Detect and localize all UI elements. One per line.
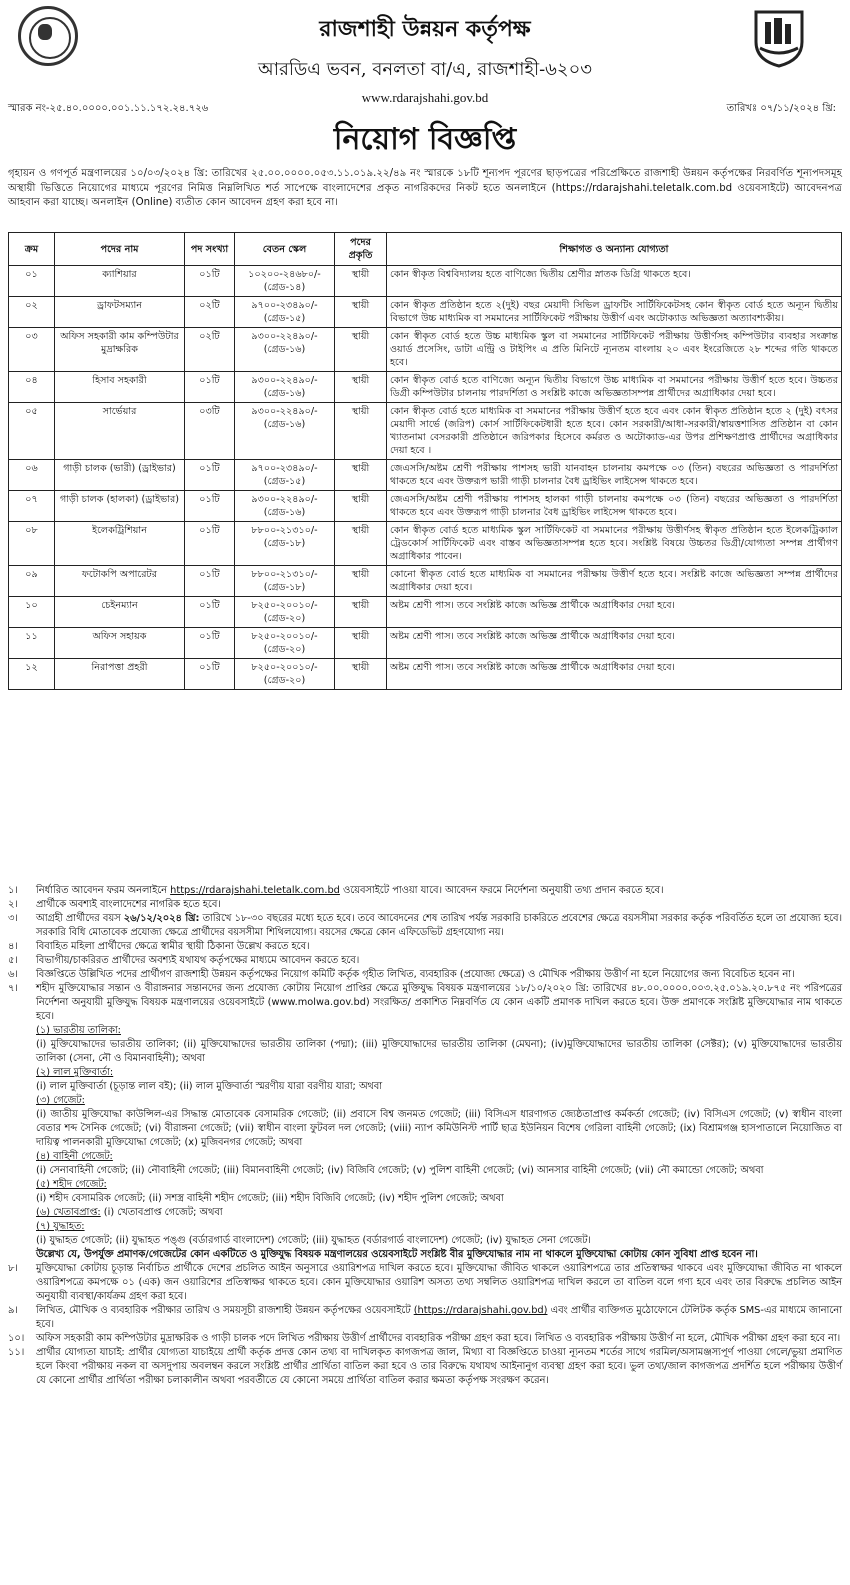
- cell-count: ০১টি: [185, 566, 235, 597]
- section-heading: (১) ভারতীয় তালিকা:: [36, 1025, 121, 1036]
- scale-value: ১০২০০-২৪৬৮০/-: [248, 269, 321, 280]
- conditions-list: [8, 884, 842, 1388]
- condition-text-part: আগ্রহী প্রার্থীদের বয়স: [36, 913, 124, 924]
- cell-nature: স্থায়ী: [335, 628, 387, 659]
- vacancy-table: [8, 232, 842, 690]
- cell-count: ০২টি: [185, 297, 235, 328]
- cell-count: ০১টি: [185, 659, 235, 690]
- quota-section-titled: [36, 1206, 842, 1220]
- cell-post: হিসাব সহকারী: [55, 372, 185, 403]
- cell-count: ০১টি: [185, 491, 235, 522]
- cell-scale: [235, 297, 335, 328]
- cell-scale: [235, 566, 335, 597]
- scale-value: ৮৮০০-২১৩১০/-: [251, 525, 318, 536]
- scale-grade: (গ্রেড-১৬): [263, 388, 306, 399]
- condition-text-part: লিখিত, মৌখিক ও ব্যবহারিক পরীক্ষার তারিখ ও সময়সূচী রাজশাহী উন্নয়ন কর্তৃপক্ষের ওয়েবসাইটে: [36, 1305, 414, 1316]
- table-row: [9, 491, 842, 522]
- cell-post: চেইনম্যান: [55, 597, 185, 628]
- cell-serial: ০৮: [9, 522, 55, 566]
- section-heading: (৪) বাহিনী গেজেট:: [36, 1151, 113, 1162]
- cell-count: ০১টি: [185, 266, 235, 297]
- condition-item: [8, 1304, 842, 1332]
- section-text: (i) শহীদ বেসামরিক গেজেট; (ii) সশস্ত্র বাহিনী শহীদ গেজেট; (iii) শহীদ বিজিবি গেজেট; (iv) শহীদ পুলিশ গেজেট; অথবা: [36, 1193, 504, 1204]
- scale-value: ৮২৫০-২০০১০/-: [251, 631, 318, 642]
- cell-qualification: কোনো স্বীকৃত বোর্ড হতে মাধ্যমিক বা সমমানের পরীক্ষায় উত্তীর্ণ হতে হবে। সংশ্লিষ্ট কাজে অভিজ্ঞতা সম্পন্ন প্রার্থীদের অগ্রাধিকার দেয়া হবে।: [387, 566, 842, 597]
- scale-value: ৮২৫০-২০০১০/-: [251, 662, 318, 673]
- scale-value: ৯৩০০-২২৪৯০/-: [251, 406, 318, 417]
- condition-text-part: তারিখে ১৮-৩০ বছরের মধ্যে হতে হবে। তবে আবেদনের শেষ তারিখ পর্যন্ত সরকারি চাকরিতে প্রবেশের ক্ষেত্রে বয়সসীমা সরকার কর্তৃক পরিবর্তিত হলে তা প্রযোজ্য হবে। সরকারি বিধি মোতাবেক প্রযোজ্য ক্ষেত্রে প্রার্থীদের বয়সসীমা শিথিলযোগ্য। বয়সের ক্ষেত্রে কোন এফিডেভিট গ্রহণযোগ্য নয়।: [36, 913, 842, 938]
- condition-number: ১।: [8, 885, 18, 896]
- condition-item: [8, 940, 842, 954]
- cell-post: ড্রাফটসম্যান: [55, 297, 185, 328]
- scale-grade: (গ্রেড-১৮): [263, 538, 306, 549]
- condition-item: [8, 982, 842, 1262]
- condition-item: [8, 968, 842, 982]
- scale-value: ৮২৫০-২০০১০/-: [251, 600, 318, 611]
- cell-scale: [235, 328, 335, 372]
- cell-serial: ১২: [9, 659, 55, 690]
- section-text: (i) লাল মুক্তিবার্তা (চূড়ান্ত লাল বই); (ii) লাল মুক্তিবার্তা স্মরণীয় যারা বরণীয় যারা; অথবা: [36, 1081, 383, 1092]
- cell-qualification: অষ্টম শ্রেণী পাস। তবে সংশ্লিষ্ট কাজে অভিজ্ঞ প্রার্থীকে অগ্রাধিকার দেয়া হবে।: [387, 628, 842, 659]
- scale-value: ৯৭০০-২৩৪৯০/-: [251, 300, 318, 311]
- condition-number: ২।: [8, 899, 18, 910]
- condition-text-part: এবং প্রার্থীর ব্যক্তিগত মুঠোফোনে টেলিটক কর্তৃক SMS-এর মাধ্যমে জানানো হবে।: [36, 1305, 842, 1330]
- intro-paragraph: গৃহায়ন ও গণপূর্ত মন্ত্রণালয়ের ১০/০৩/২০২৪ খ্রি: তারিখের ২৫.০০.০০০০.০৫৩.১১.০১৯.২২/৪৯ নং স্মারকে ১৮টি শূন্যপদ পূরণের ছাড়পত্রের পরিপ্রেক্ষিতে রাজশাহী উন্নয়ন কর্তৃপক্ষের নিরবর্ণিত শূন্যপদসমূহ অস্থায়ী ভিত্তিতে নিয়োগের মাধ্যমে পূরণের নিমিত্ত নিম্নলিখিত শর্ত সাপেক্ষে বাংলাদেশের প্রকৃত নাগরিকদের নিকট হতে অনলাইনে (https://rdarajshahi.teletalk.com.bd ওয়েবসাইটে) আবেদনপত্র আহবান করা যাচ্ছে। অনলাইন (Online) ব্যতীত কোন আবেদন গ্রহণ করা হবে না।: [8, 168, 842, 208]
- section-text: (i) খেতাবপ্রাপ্ত গেজেট; অথবা: [100, 1207, 223, 1218]
- cell-post: ফটোকপি অপারেটর: [55, 566, 185, 597]
- condition-number: ৬।: [8, 969, 18, 980]
- quota-section-indian-list: [36, 1024, 842, 1066]
- cell-serial: ০৫: [9, 403, 55, 460]
- scale-grade: (গ্রেড-১৫): [263, 476, 306, 487]
- cell-qualification: কোন স্বীকৃত বোর্ড হতে বাণিজ্যে অন্যূন দ্বিতীয় বিভাগে উচ্চ মাধ্যমিক বা সমমানের পরীক্ষায় উত্তীর্ণ হতে হবে। উচ্চতর ডিগ্রী কম্পিউটার চালনায় পারদর্শিতা ও সংশ্লিষ্ট কাজে অভিজ্ঞতাসম্পন্ন প্রার্থীদের অগ্রাধিকার দেয়া হবে।: [387, 372, 842, 403]
- cell-scale: [235, 266, 335, 297]
- scale-value: ৮৮০০-২১৩১০/-: [251, 569, 318, 580]
- cell-scale: [235, 491, 335, 522]
- condition-number: ৭।: [8, 983, 18, 994]
- cell-qualification: জেএসসি/অষ্টম শ্রেণী পরীক্ষায় পাশসহ হালকা গাড়ী চালনায় কমপক্ষে ০৩ (তিন) বছরের অভিজ্ঞতা ও পারদর্শিতা থাকতে হবে এবং উক্তরূপ গাড়ী চালনার বৈধ ড্রাইভিং লাইসেন্স থাকতে হবে।: [387, 491, 842, 522]
- quota-section-forces-gazette: [36, 1150, 842, 1178]
- cell-count: ০১টি: [185, 597, 235, 628]
- cell-post: ইলেকট্রিশিয়ান: [55, 522, 185, 566]
- scale-grade: (গ্রেড-১৫): [263, 313, 306, 324]
- section-text: (i) মুক্তিযোদ্ধাদের ভারতীয় তালিকা; (ii) মুক্তিযোদ্ধাদের ভারতীয় তালিকা (পদ্মা); (iii) মুক্তিযোদ্ধাদের ভারতীয় তালিকা (মেঘনা); (iv)মুক্তিযোদ্ধাদের ভারতীয় তালিকা (সেক্টর); (v) মুক্তিযোদ্ধাদের ভারতীয় তালিকা (সেনা, নৌ ও বিমানবাহিনী); অথবা: [36, 1039, 842, 1064]
- condition-text-part: নির্ধারিত আবেদন ফরম অনলাইনে: [36, 885, 171, 896]
- cell-qualification: কোন স্বীকৃত বোর্ড হতে মাধ্যমিক স্কুল সার্টিফিকেট বা সমমানের পরীক্ষায় উত্তীর্ণসহ স্বীকৃত প্রতিষ্ঠান হতে ইলেকট্রিক্যাল ট্রেডকোর্স সার্টিফিকেট এবং বাস্তব অভিজ্ঞতাসম্পন্ন হতে হবে। সংশ্লিষ্ট বিষয়ে উচ্চতর ডিগ্রী/যোগ্যতা সম্পন্ন প্রার্থীগণ অগ্রাধিকার পাবেন।: [387, 522, 842, 566]
- table-row: [9, 403, 842, 460]
- table-row: [9, 628, 842, 659]
- table-row: [9, 522, 842, 566]
- condition-item: [8, 954, 842, 968]
- letterhead: [0, 10, 850, 106]
- scale-grade: (গ্রেড-২০): [263, 675, 306, 686]
- cell-nature: স্থায়ী: [335, 597, 387, 628]
- section-heading: (৩) গেজেট:: [36, 1095, 85, 1106]
- table-header-row: [9, 233, 842, 266]
- table-row: [9, 266, 842, 297]
- cell-scale: [235, 597, 335, 628]
- cell-serial: ০৩: [9, 328, 55, 372]
- cell-serial: ১০: [9, 597, 55, 628]
- condition-text: অফিস সহকারী কাম কম্পিউটার মুদ্রাক্ষরিক ও গাড়ী চালক পদে লিখিত পরীক্ষায় উত্তীর্ণ প্রার্থীদের ব্যবহারিক পরীক্ষা গ্রহণ করা হবে। লিখিত ও ব্যবহারিক পরীক্ষায় উত্তীর্ণ না হলে, মৌখিক পরীক্ষা গ্রহণ করা হবে না।: [36, 1333, 841, 1344]
- cell-serial: ০৭: [9, 491, 55, 522]
- cell-count: ০১টি: [185, 628, 235, 659]
- condition-text: [36, 982, 842, 1262]
- section-heading: (৫) শহীদ গেজেট:: [36, 1179, 107, 1190]
- table-row: [9, 297, 842, 328]
- condition-item: [8, 1346, 842, 1388]
- section-heading: (৭) যুদ্ধাহত:: [36, 1221, 85, 1232]
- scale-grade: (গ্রেড-১৬): [263, 507, 306, 518]
- cell-count: ০১টি: [185, 522, 235, 566]
- cell-scale: [235, 460, 335, 491]
- cell-post: নিরাপত্তা প্রহরী: [55, 659, 185, 690]
- scale-grade: (গ্রেড-২০): [263, 613, 306, 624]
- cell-scale: [235, 403, 335, 460]
- condition-text: বিবাহিত মহিলা প্রার্থীদের ক্ষেত্রে স্বামীর স্থায়ী ঠিকানা উল্লেখ করতে হবে।: [36, 941, 310, 952]
- col-header-qualification: শিক্ষাগত ও অন্যান্য যোগ্যতা: [387, 233, 842, 266]
- condition-number: ৪।: [8, 941, 18, 952]
- scale-grade: (গ্রেড-১৪): [263, 282, 306, 293]
- condition-item: [8, 898, 842, 912]
- table-row: [9, 597, 842, 628]
- condition-text: প্রার্থীকে অবশ্যই বাংলাদেশের নাগরিক হতে হবে।: [36, 899, 221, 910]
- condition-text: [36, 1304, 842, 1332]
- notice-date: তারিখঃ ০৭/১১/২০২৪ খ্রি:: [726, 103, 836, 114]
- cell-post: ক্যাশিয়ার: [55, 266, 185, 297]
- col-header-serial: ক্রম: [9, 233, 55, 266]
- age-cutoff-date: ২৬/১২/২০২৪ খ্রি:: [123, 913, 200, 924]
- condition-number: ৯।: [8, 1305, 18, 1316]
- scale-grade: (গ্রেড-১৬): [263, 419, 306, 430]
- quota-section-red-muktibarta: [36, 1066, 842, 1094]
- quota-intro: শহীদ মুক্তিযোদ্ধার সন্তান ও বীরাঙ্গনার সন্তানদের জন্য প্রযোজ্য কোটায় নিয়োগ প্রাপ্তির ক্ষেত্রে মুক্তিযুদ্ধ বিষয়ক মন্ত্রণালয়ের ১৮/১০/২০২০ খ্রি: তারিখের ৪৮.০০.০০০০.০০৩.২৫.০১৯.২০.৮৭৫ নং পরিপত্রের নির্দেশনা অনুযায়ী মুক্তিযুদ্ধ বিষয়ক মন্ত্রণালয়ের ওয়েবসাইটে (www.molwa.gov.bd) সংরক্ষিত/ প্রকাশিত নিম্নবর্ণিত যে কোন একটি প্রমাণক দাখিল করতে হবে। উক্ত প্রমাণকে সংশ্লিষ্ট মুক্তিযোদ্ধার নাম থাকতে হবে।: [36, 983, 842, 1022]
- quota-warning: উল্লেখ্য যে, উপর্যুক্ত প্রমাণক/গেজেটের কোন একটিতে ও মুক্তিযুদ্ধ বিষয়ক মন্ত্রণালয়ের ওয়েবসাইটে সংশ্লিষ্ট বীর মুক্তিযোদ্ধার নাম না থাকলে মুক্তিযোদ্ধা কোটায় কোন সুবিধা প্রাপ্ত হবেন না।: [36, 1249, 758, 1260]
- rda-website-link[interactable]: (https://rdarajshahi.gov.bd): [413, 1305, 548, 1316]
- condition-number: ১০।: [8, 1333, 25, 1344]
- cell-serial: ১১: [9, 628, 55, 659]
- scale-grade: (গ্রেড-১৬): [263, 344, 306, 355]
- cell-qualification: কোন স্বীকৃত বোর্ড হতে মাধ্যমিক বা সমমানের পরীক্ষায় উত্তীর্ণ হতে হবে এবং কোন স্বীকৃত প্রতিষ্ঠান হতে ২ (দুই) বৎসর মেয়াদী সার্ভে (জরিপ) কোর্স সার্টিফিকেটধারী হতে হবে। কোন সরকারী/আধা-সরকারী/স্বায়ত্তশাসিত প্রতিষ্ঠান বা কোন খ্যাতনামা বেসরকারী প্রতিষ্ঠানে জরিপকার হিসেবে কর্মরত ও অটোক্যাড-এর উপর প্রশিক্ষণপ্রাপ্ত প্রার্থীদের অগ্রাধিকার দেয়া হবে ।: [387, 403, 842, 460]
- scale-grade: (গ্রেড-২০): [263, 644, 306, 655]
- condition-item: [8, 884, 842, 898]
- cell-scale: [235, 522, 335, 566]
- condition-text-part: ওয়েবসাইটে পাওয়া যাবে। আবেদন ফরমে নির্দেশনা অনুযায়ী তথ্য প্রদান করতে হবে।: [339, 885, 664, 896]
- cell-post: গাড়ী চালক (হালকা) (ড্রাইভার): [55, 491, 185, 522]
- condition-item: [8, 912, 842, 940]
- condition-text: বিজ্ঞপ্তিতে উল্লিখিত পদের প্রার্থীগণ রাজশাহী উন্নয়ন কর্তৃপক্ষের নিয়োগ কমিটি কর্তৃক গৃহীত লিখিত, ব্যবহারিক (প্রযোজ্য ক্ষেত্রে) ও মৌখিক পরীক্ষায় উত্তীর্ণ না হলে নিয়োগের জন্য বিবেচিত হবেন না।: [36, 969, 795, 980]
- teletalk-link[interactable]: https://rdarajshahi.teletalk.com.bd: [170, 885, 340, 896]
- cell-scale: [235, 659, 335, 690]
- cell-qualification: অষ্টম শ্রেণী পাস। তবে সংশ্লিষ্ট কাজে অভিজ্ঞ প্রার্থীকে অগ্রাধিকার দেয়া হবে।: [387, 659, 842, 690]
- table-row: [9, 659, 842, 690]
- scale-grade: (গ্রেড-১৮): [263, 582, 306, 593]
- scale-value: ৯৩০০-২২৪৯০/-: [251, 331, 318, 342]
- cell-nature: স্থায়ী: [335, 659, 387, 690]
- cell-scale: [235, 372, 335, 403]
- memo-number: স্মারক নং-২৫.৪০.০০০০.০০১.১১.১৭২.২৪.৭২৬: [8, 103, 209, 114]
- cell-post: গাড়ী চালক (ভারী) (ড্রাইভার): [55, 460, 185, 491]
- cell-scale: [235, 628, 335, 659]
- cell-qualification: কোন স্বীকৃত বোর্ড হতে উচ্চ মাধ্যমিক স্কুল বা সমমানের সার্টিফিকেট পরীক্ষায় উত্তীর্ণসহ কম্পিউটার ব্যবহার সংক্রান্ত ওয়ার্ড প্রসেসিং, ডাটা এন্ট্রি ও টাইপিং এ প্রতি মিনিটে ন্যূনতম বাংলায় ২০ এবং ইংরেজিতে ২৮ শব্দের গতি থাকতে হবে।: [387, 328, 842, 372]
- cell-serial: ০৯: [9, 566, 55, 597]
- cell-serial: ০৪: [9, 372, 55, 403]
- col-header-count: পদ সংখ্যা: [185, 233, 235, 266]
- cell-qualification: অষ্টম শ্রেণী পাস। তবে সংশ্লিষ্ট কাজে অভিজ্ঞ প্রার্থীকে অগ্রাধিকার দেয়া হবে।: [387, 597, 842, 628]
- col-header-post: পদের নাম: [55, 233, 185, 266]
- cell-post: অফিস সহকারী কাম কম্পিউটার মুদ্রাক্ষরিক: [55, 328, 185, 372]
- condition-text: [36, 912, 842, 940]
- condition-number: ৮।: [8, 1263, 18, 1274]
- cell-serial: ০৬: [9, 460, 55, 491]
- cell-qualification: জেএসসি/অষ্টম শ্রেণী পরীক্ষায় পাশসহ ভারী যানবাহন চালনায় কমপক্ষে ০৩ (তিন) বছরের অভিজ্ঞতা ও পারদর্শিতা থাকতে হবে এবং উক্তরূপ ভারী গাড়ী চালনার বৈধ ড্রাইভিং লাইসেন্স থাকতে হবে।: [387, 460, 842, 491]
- organization-address: আরডিএ ভবন, বনলতা বা/এ, রাজশাহী-৬২০৩: [258, 59, 592, 80]
- cell-nature: স্থায়ী: [335, 372, 387, 403]
- cell-count: ০১টি: [185, 372, 235, 403]
- cell-nature: স্থায়ী: [335, 297, 387, 328]
- scale-value: ৯৩০০-২২৪৯০/-: [251, 375, 318, 386]
- section-heading: (২) লাল মুক্তিবার্তা:: [36, 1067, 114, 1078]
- condition-number: ১১।: [8, 1347, 25, 1358]
- section-text: (i) জাতীয় মুক্তিযোদ্ধা কাউন্সিল-এর সিদ্ধান্ত মোতাবেক বেসামরিক গেজেট; (ii) প্রবাসে বিশ্ব জনমত গেজেট; (iii) বিসিএস ধারণাগত জ্যেষ্ঠতাপ্রাপ্ত কর্মকর্তা গেজেট; (iv) বিসিএস গেজেট; (v) স্বাধীন বাংলা বেতার শব্দ সৈনিক গেজেট; (vi) বীরাঙ্গনা গেজেট; (vii) স্বাধীন বাংলা ফুটবল দল গেজেট; (viii) ন্যাপ কমিউনিস্ট পার্টি ছাত্র ইউনিয়ন বিশেষ গেরিলা বাহিনী গেজেট; (ix) বিশ্রামগঞ্জ হাসপাতালে নিয়োজিত বা দায়িত্ব পালনকারী মুক্তিযোদ্ধা গেজেট; (x) মুজিবনগর গেজেট; অথবা: [36, 1109, 842, 1148]
- cell-qualification: কোন স্বীকৃত বিশ্ববিদ্যালয় হতে বাণিজ্যে দ্বিতীয় শ্রেণীর স্নাতক ডিগ্রি থাকতে হবে।: [387, 266, 842, 297]
- condition-number: ৩।: [8, 913, 18, 924]
- scale-value: ৯৭০০-২৩৪৯০/-: [251, 463, 318, 474]
- cell-count: ০৩টি: [185, 403, 235, 460]
- cell-nature: স্থায়ী: [335, 403, 387, 460]
- cell-nature: স্থায়ী: [335, 328, 387, 372]
- table-row: [9, 328, 842, 372]
- condition-text: প্রার্থীর যোগ্যতা যাচাই: প্রার্থীর যোগ্যতা যাচাইয়ে প্রার্থী কর্তৃক প্রদত্ত কোন তথ্য বা দাখিলকৃত কাগজপত্র জাল, মিথ্যা বা বিজ্ঞপ্তিতে চাওয়া ন্যূনতম শর্তের সাথে গরমিল/অসামঞ্জস্যপূর্ণ পাওয়া গেলে/ভুয়া প্রমাণিত হলে কিংবা পরীক্ষায় নকল বা অসদুপায় অবলম্বন করলে সংশ্লিষ্ট প্রার্থীর প্রার্থিতা বাতিল করা হবে ও তার বিরুদ্ধে যথাযথ আইনানুগ ব্যবস্থা গ্রহণ করা হবে। ভুল তথ্য/জাল কাগজপত্র প্রদর্শিত হলে পরীক্ষায় উত্তীর্ণ যে কোনো প্রার্থীর প্রার্থিতা পরীক্ষা চলাকালীন অথবা পরবর্তীতে যে কোনো সময়ে প্রার্থিতা বাতিল করার ক্ষমতা কর্তৃপক্ষ সংরক্ষণ করেন।: [36, 1347, 842, 1386]
- cell-nature: স্থায়ী: [335, 491, 387, 522]
- condition-item: [8, 1332, 842, 1346]
- table-row: [9, 372, 842, 403]
- organization-website[interactable]: www.rdarajshahi.gov.bd: [361, 90, 489, 105]
- cell-count: ০১টি: [185, 460, 235, 491]
- cell-nature: স্থায়ী: [335, 566, 387, 597]
- quota-section-martyr-gazette: [36, 1178, 842, 1206]
- cell-serial: ০২: [9, 297, 55, 328]
- section-heading: (৬) খেতাবপ্রাপ্ত:: [36, 1207, 101, 1218]
- section-text: (i) যুদ্ধাহত গেজেট; (ii) যুদ্ধাহত পঙ্গু (বর্ডারগার্ড বাংলাদেশ) গেজেট; (iii) যুদ্ধাহত (বর্ডারগার্ড বাংলাদেশ) গেজেট; (iv) যুদ্ধাহত সেনা গেজেট।: [36, 1235, 591, 1246]
- condition-text: বিভাগীয়/চাকরিরত প্রার্থীদের অবশ্যই যথাযথ কর্তৃপক্ষের মাধ্যমে আবেদন করতে হবে।: [36, 955, 360, 966]
- quota-section-gazette: [36, 1094, 842, 1150]
- page-title: নিয়োগ বিজ্ঞপ্তি: [333, 122, 517, 157]
- organization-name: রাজশাহী উন্নয়ন কর্তৃপক্ষ: [319, 16, 531, 42]
- cell-serial: ০১: [9, 266, 55, 297]
- cell-count: ০২টি: [185, 328, 235, 372]
- cell-qualification: কোন স্বীকৃত প্রতিষ্ঠান হতে ২(দুই) বছর মেয়াদী সিভিল ড্রাফটিং সার্টিফিকেটসহ কোন স্বীকৃত বোর্ড হতে অন্যূন দ্বিতীয় বিভাগে উচ্চ মাধ্যমিক বা সমমানের সার্টিফিকেট পরীক্ষায় উত্তীর্ণ এবং অটোক্যাড অভিজ্ঞতা অত্যাবশ্যকীয়।: [387, 297, 842, 328]
- condition-text: মুক্তিযোদ্ধা কোটায় চূড়ান্ত নির্বাচিত প্রার্থীকে দেশের প্রচলিত আইন অনুসারে ওয়ারিশপত্র দাখিল করতে হবে। মুক্তিযোদ্ধা জীবিত থাকলে ওয়ারিশপত্রে তার প্রতিস্বাক্ষর থাকবে এবং মুক্তিযোদ্ধা জীবিত না থাকলে ওয়ারিশপত্রে কমপক্ষে ০১ (এক) জন ওয়ারিশের প্রতিস্বাক্ষর থাকতে হবে। কোন মুক্তিযোদ্ধার ওয়ারিশ অসত্য তথ্য সম্বলিত ওয়ারিশপত্র দাখিল করলে তা বাতিল বলে গণ্য হবে এবং তার বিরুদ্ধে প্রচলিত আইন অনুযায়ী ব্যবস্থা/কার্যক্রম গ্রহণ করা হবে।: [36, 1263, 842, 1302]
- scale-value: ৯৩০০-২২৪৯০/-: [251, 494, 318, 505]
- col-header-scale: বেতন স্কেল: [235, 233, 335, 266]
- cell-post: অফিস সহায়ক: [55, 628, 185, 659]
- quota-section-wounded: [36, 1220, 842, 1248]
- condition-item: [8, 1262, 842, 1304]
- cell-nature: স্থায়ী: [335, 522, 387, 566]
- condition-text: [36, 884, 842, 898]
- table-row: [9, 460, 842, 491]
- col-header-nature: পদের প্রকৃতি: [335, 233, 387, 266]
- cell-nature: স্থায়ী: [335, 460, 387, 491]
- section-text: (i) সেনাবাহিনী গেজেট; (ii) নৌবাহিনী গেজেট; (iii) বিমানবাহিনী গেজেট; (iv) বিজিবি গেজেট; (v) পুলিশ বাহিনী গেজেট; (vi) আনসার বাহিনী গেজেট; (vii) নৌ কমান্ডো গেজেট; অথবা: [36, 1165, 764, 1176]
- condition-number: ৫।: [8, 955, 18, 966]
- table-row: [9, 566, 842, 597]
- cell-nature: স্থায়ী: [335, 266, 387, 297]
- cell-post: সার্ভেয়ার: [55, 403, 185, 460]
